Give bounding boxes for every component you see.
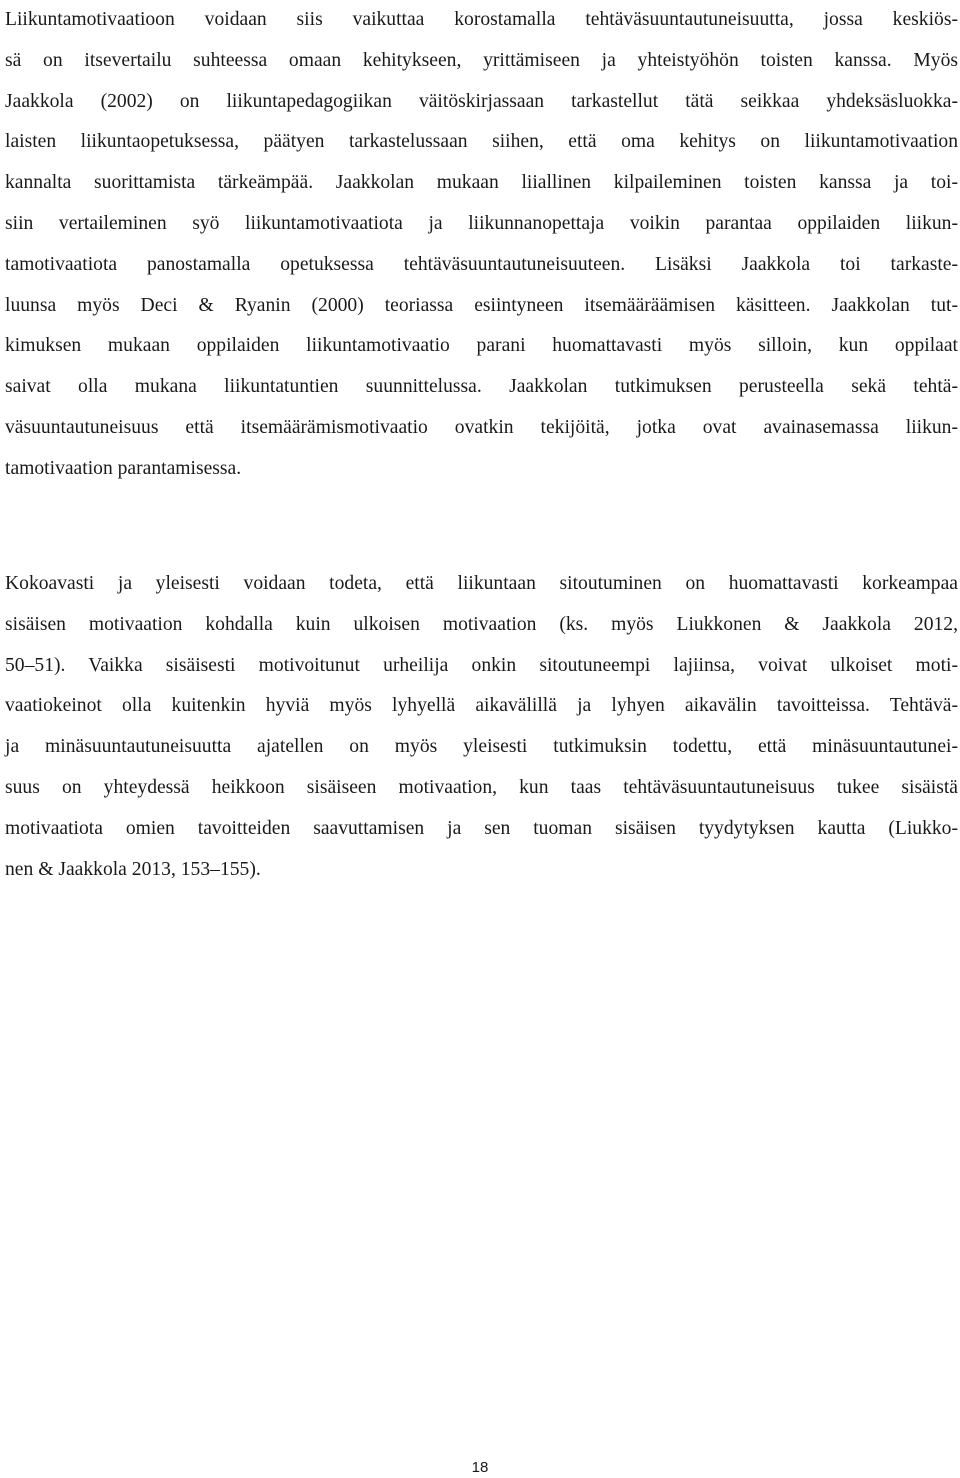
text-line: laisten liikuntaopetuksessa, päätyen tarkastelussaan siihen, että oma kehitys on liikuntamotivaation — [5, 131, 958, 153]
text-line: sä on itsevertailu suhteessa omaan kehitykseen, yrittämiseen ja yhteistyöhön toisten kanssa. Myös — [5, 49, 958, 71]
page-number: 18 — [471, 1459, 489, 1476]
text-line: motivaatiota omien tavoitteiden saavuttamisen ja sen tuoman sisäisen tyydytyksen kautta (Liukko- — [5, 817, 958, 839]
text-line: Liikuntamotivaatioon voidaan siis vaikuttaa korostamalla tehtäväsuuntautuneisuutta, jossa keskiös- — [5, 9, 958, 30]
text-line: Kokoavasti ja yleisesti voidaan todeta, että liikuntaan sitoutuminen on huomattavasti korkeampaa — [5, 573, 958, 594]
text-line: 50–51). Vaikka sisäisesti motivoitunut urheilija onkin sitoutuneempi lajiinsa, voivat ulkoiset moti- — [5, 654, 958, 676]
text-line: väsuuntautuneisuus että itsemäärämismotivaatio ovatkin tekijöitä, jotka ovat avainasemassa liikun- — [5, 416, 958, 438]
text-line: nen & Jaakkola 2013, 153–155). — [5, 858, 261, 880]
text-line: suus on yhteydessä heikkoon sisäiseen motivaation, kun taas tehtäväsuuntautuneisuus tukee sisäistä — [5, 776, 958, 798]
text-line: siin vertaileminen syö liikuntamotivaatiota ja liikunnanopettaja voikin parantaa oppilaiden liikun- — [5, 212, 958, 234]
text-line: kimuksen mukaan oppilaiden liikuntamotivaatio parani huomattavasti myös silloin, kun oppilaat — [5, 335, 958, 357]
paragraph-2 — [5, 564, 958, 890]
text-line: ja minäsuuntautuneisuutta ajatellen on myös yleisesti tutkimuksin todettu, että minäsuuntautunei- — [5, 736, 958, 758]
text-line: luunsa myös Deci & Ryanin (2000) teoriassa esiintyneen itsemääräämisen käsitteen. Jaakkolan tut- — [5, 294, 958, 316]
text-line: vaatiokeinot olla kuitenkin hyviä myös lyhyellä aikavälillä ja lyhyen aikavälin tavoitteissa. Tehtävä- — [5, 695, 958, 717]
text-line: kannalta suorittamista tärkeämpää. Jaakkolan mukaan liiallinen kilpaileminen toisten kanssa ja toi- — [5, 172, 958, 194]
text-line: tamotivaation parantamisessa. — [5, 457, 242, 479]
text-line: tamotivaatiota panostamalla opetuksessa tehtäväsuuntautuneisuuteen. Lisäksi Jaakkola toi tarkaste- — [5, 253, 958, 275]
text-line: Jaakkola (2002) on liikuntapedagogiikan väitöskirjassaan tarkastellut tätä seikkaa yhdeksäsluokka- — [5, 90, 958, 112]
paragraph-1 — [5, 0, 958, 490]
text-line: sisäisen motivaation kohdalla kuin ulkoisen motivaation (ks. myös Liukkonen & Jaakkola 2012, — [5, 613, 958, 635]
text-line: saivat olla mukana liikuntatuntien suunnittelussa. Jaakkolan tutkimuksen perusteella sekä tehtä- — [5, 376, 958, 398]
